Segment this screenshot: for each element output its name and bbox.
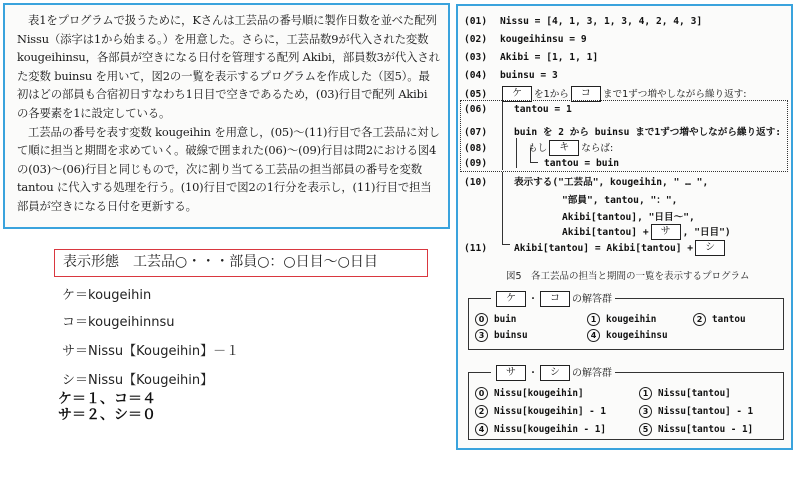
choice-number: 0 bbox=[475, 387, 488, 400]
figure-caption: 図5 各工芸品の担当と期間の一覧を表示するプログラム bbox=[506, 271, 750, 282]
code-line-03 bbox=[464, 52, 598, 63]
title-suffix: の解答群 bbox=[572, 294, 612, 305]
choice-number: 1 bbox=[587, 313, 600, 326]
choice-number: 4 bbox=[587, 329, 600, 342]
code-line-10-cont3 bbox=[464, 224, 731, 240]
title-blank-shi: シ bbox=[540, 365, 570, 381]
choice-1 bbox=[639, 387, 731, 400]
line-number: (09) bbox=[464, 158, 488, 169]
line-number: (08) bbox=[464, 143, 488, 154]
blank-ki: キ bbox=[549, 140, 579, 156]
choice-4 bbox=[475, 423, 606, 436]
definition-ke: ケ＝kougeihin bbox=[62, 288, 152, 303]
program-panel bbox=[456, 4, 793, 450]
choice-text: kougeihin bbox=[606, 314, 657, 325]
problem-paragraph-1: 表1をプログラムで扱うために，Kさんは工芸品の番号順に製作日数を並べた配列 Nissu（添字は1から始まる。）を用意した。さらに，工芸品数9が代入された変数 kougeihinsu，各部員が空きになる日付を管理する配列 Akibi，部員数3が代入された変数 buinsu を用いて，図2の一覧を表示するプログラムを作成した（図5）。最初はどの部員も合宿初日すなわち1日目で空きであるため，(03)行目で配列 Akibi の各要素を1に設定している。 bbox=[17, 13, 440, 120]
choice-text: tantou bbox=[712, 314, 746, 325]
blank-ko: コ bbox=[571, 86, 601, 102]
choice-text: Nissu[tantou] - 1 bbox=[658, 406, 754, 417]
code-line-04 bbox=[464, 70, 558, 81]
code-text: tantou = buin bbox=[544, 158, 620, 169]
code-text: "部員", tantou, "：", bbox=[562, 195, 678, 206]
definition-shi: シ＝Nissu【Kougeihin】 bbox=[62, 373, 214, 388]
choice-number: 3 bbox=[475, 329, 488, 342]
answer-group-ke-ko bbox=[468, 293, 784, 350]
code-line-10 bbox=[464, 174, 708, 188]
code-line-09 bbox=[464, 158, 619, 169]
choice-text: buin bbox=[494, 314, 517, 325]
blank-sa: サ bbox=[651, 224, 681, 240]
code-line-01 bbox=[464, 16, 702, 27]
code-line-08 bbox=[464, 140, 613, 156]
choice-text: Nissu[tantou - 1] bbox=[658, 424, 754, 435]
choice-text: buinsu bbox=[494, 330, 528, 341]
display-format-box: 表示形態 工芸品○・・・部員○：○日目～○日目 bbox=[54, 249, 428, 277]
code-text: tantou = 1 bbox=[514, 104, 572, 115]
code-line-11 bbox=[464, 240, 727, 256]
blank-definitions bbox=[62, 282, 239, 394]
choice-1 bbox=[587, 313, 656, 326]
choice-2 bbox=[693, 313, 746, 326]
code-text: 表示する("工芸品", kougeihin, " … ", bbox=[514, 177, 709, 188]
title-blank-ke: ケ bbox=[496, 291, 526, 307]
code-text: Akibi = [1, 1, 1] bbox=[500, 52, 599, 63]
code-text: Akibi[tantou] + bbox=[562, 227, 649, 238]
choice-text: kougeihinsu bbox=[606, 330, 668, 341]
line-number: (10) bbox=[464, 177, 488, 188]
answer-line-1: ケ＝１、コ＝４ bbox=[58, 391, 156, 407]
definition-ko: コ＝kougeihinnsu bbox=[62, 315, 175, 330]
code-line-02 bbox=[464, 34, 587, 45]
problem-text-panel bbox=[3, 3, 450, 229]
title-separator: ・ bbox=[528, 294, 538, 305]
choice-number: 1 bbox=[639, 387, 652, 400]
choice-0 bbox=[475, 313, 516, 326]
choice-4 bbox=[587, 329, 668, 342]
code-line-10-cont2 bbox=[464, 209, 695, 223]
title-separator: ・ bbox=[528, 368, 538, 379]
choice-3 bbox=[639, 405, 753, 418]
line-number: (07) bbox=[464, 127, 488, 138]
choice-number: 4 bbox=[475, 423, 488, 436]
line-number: (03) bbox=[464, 52, 488, 63]
code-text: Akibi[tantou], "日目～", bbox=[562, 212, 695, 223]
choice-number: 5 bbox=[639, 423, 652, 436]
code-line-10-cont1 bbox=[464, 192, 677, 206]
choice-3 bbox=[475, 329, 528, 342]
code-text: Nissu = [4, 1, 3, 1, 3, 4, 2, 4, 3] bbox=[500, 16, 703, 27]
definition-sa: サ＝Nissu【Kougeihin】－１ bbox=[62, 344, 240, 359]
title-blank-ko: コ bbox=[540, 291, 570, 307]
choice-number: 0 bbox=[475, 313, 488, 326]
choice-5 bbox=[639, 423, 753, 436]
line-number: (06) bbox=[464, 104, 488, 115]
line-number: (05) bbox=[464, 89, 488, 100]
choice-text: Nissu[kougeihin] bbox=[494, 388, 584, 399]
line-number: (11) bbox=[464, 243, 488, 254]
answer-group-sa-shi bbox=[468, 367, 784, 440]
title-suffix: の解答群 bbox=[572, 368, 612, 379]
answer-group-title bbox=[491, 290, 615, 307]
code-text: を1から bbox=[534, 89, 569, 100]
choice-number: 2 bbox=[475, 405, 488, 418]
line-number: (01) bbox=[464, 16, 488, 27]
choice-text: Nissu[kougeihin - 1] bbox=[494, 424, 606, 435]
choice-2 bbox=[475, 405, 606, 418]
code-text: buinsu = 3 bbox=[500, 70, 558, 81]
code-text: もし bbox=[528, 143, 548, 154]
blank-ke: ケ bbox=[502, 86, 532, 102]
title-blank-sa: サ bbox=[496, 365, 526, 381]
choice-number: 2 bbox=[693, 313, 706, 326]
choice-text: Nissu[tantou] bbox=[658, 388, 731, 399]
line-number: (04) bbox=[464, 70, 488, 81]
answer-summary bbox=[58, 391, 156, 423]
blank-shi: シ bbox=[695, 240, 725, 256]
code-text: , "日目") bbox=[682, 227, 731, 238]
answer-group-title bbox=[491, 364, 615, 381]
choice-number: 3 bbox=[639, 405, 652, 418]
line-number: (02) bbox=[464, 34, 488, 45]
code-text: kougeihinsu = 9 bbox=[500, 34, 587, 45]
code-text: Akibi[tantou] = Akibi[tantou] + bbox=[514, 243, 694, 254]
code-text: buin を 2 から buinsu まで1ずつ増やしながら繰り返す: bbox=[514, 127, 782, 138]
choice-0 bbox=[475, 387, 584, 400]
answer-line-2: サ＝２、シ＝０ bbox=[58, 407, 156, 423]
code-line-06 bbox=[464, 104, 572, 115]
code-line-07 bbox=[464, 124, 781, 138]
problem-paragraph-2: 工芸品の番号を表す変数 kougeihin を用意し，(05)～(11)行目で各工芸品に対して順に担当と期間を求めていく。破線で囲まれた(06)～(09)行目は問2における図4の(03)～(06)行目と同じもので，次に割り当てる工芸品の担当部員の番号を変数 tantou に代入する処理を行う。(10)行目で図2の1行分を表示し，(11)行目で担当部員が空きになる日付を更新する。 bbox=[17, 124, 440, 213]
code-text: ならば: bbox=[581, 143, 614, 154]
choice-text: Nissu[kougeihin] - 1 bbox=[494, 406, 606, 417]
code-text: まで1ずつ増やしながら繰り返す: bbox=[602, 89, 747, 100]
